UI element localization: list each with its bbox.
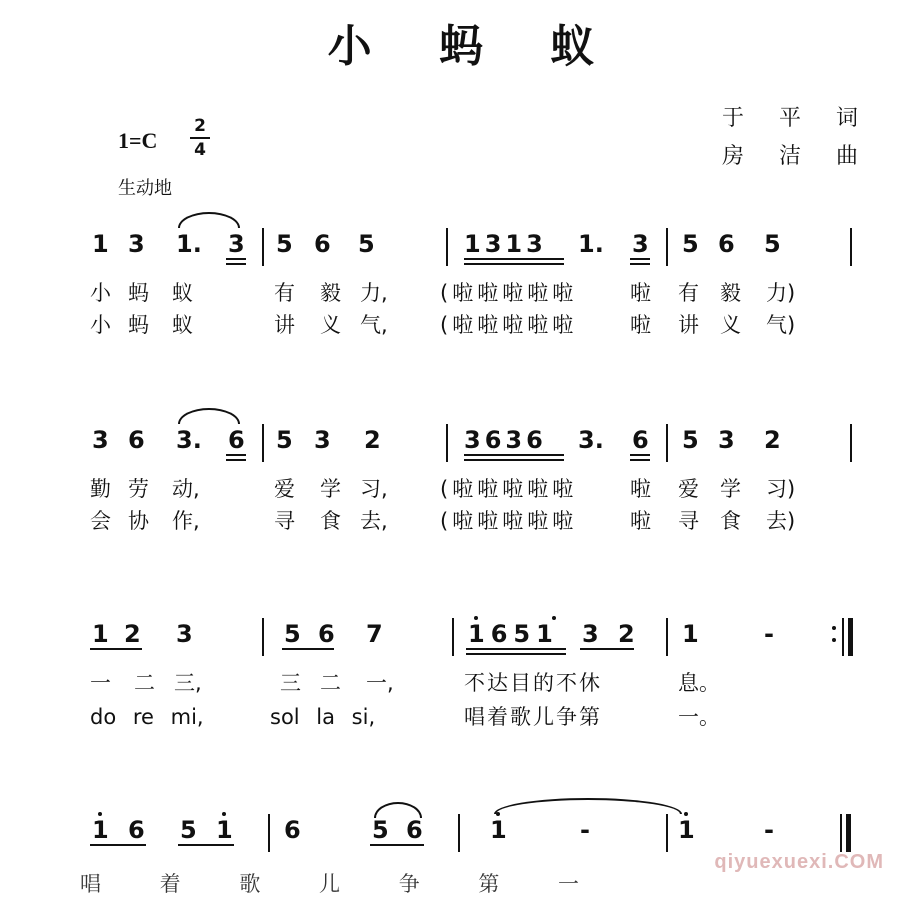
final-bar (846, 814, 851, 852)
note: 6 (406, 816, 423, 844)
note: 3. (176, 426, 202, 454)
note: 6 (284, 816, 301, 844)
score-page: 小 蚂 蚁 于 平 词 房 洁 曲 1=C 2 4 生动地 1 3 1. 3 5 6 5 1313 1. 3 5 6 5 小 蚂 蚁 有 毅 力, (啦啦啦啦啦 啦 有 毅 力) 小 蚂 蚁 讲 义 气, (啦啦啦啦啦 啦 讲 义 气) 3 6 3. 6 5 3 2 3636 3. 6 5 3 2 勤 劳 动, 爱 学 习, (啦啦啦啦啦 啦 爱 学 习) 会 协 作, 寻 食 去, (啦啦啦啦啦 啦 寻 食 去) 1 2 3 5 6 7 1651 3 2 1 - 一 二 三, 三 二 一, 不达目的不休 息。 do re mi, sol la si, 唱着歌儿争第 一。 1 6 5 1 6 5 6 1 - 1 - 唱 着 歌 儿 争 第 一 qiyuexuexi.COM (0, 0, 922, 904)
repeat-dot (832, 638, 836, 642)
note: 5 (180, 816, 197, 844)
composer-credit: 房 洁 曲 (722, 144, 872, 169)
underline-mark (580, 648, 634, 650)
note: 2 (764, 426, 781, 454)
tie-mark (178, 408, 240, 424)
note: 5 (358, 230, 375, 258)
underline-mark (630, 263, 650, 265)
time-signature (190, 116, 210, 160)
watermark: qiyuexuexi.COM (714, 851, 884, 873)
note: 1. (176, 230, 202, 258)
underline-mark (630, 454, 650, 456)
note: 6 (128, 426, 145, 454)
meter-top: 2 (194, 116, 206, 136)
note: 5 (682, 230, 699, 258)
bar-line (666, 618, 668, 656)
note-dash: - (764, 620, 774, 648)
note: 2 (124, 620, 141, 648)
underline-mark (630, 258, 650, 260)
lyricist-credit: 于 平 词 (722, 106, 872, 131)
song-title: 小 蚂 蚁 (327, 21, 621, 72)
underline-mark (178, 844, 234, 846)
note: 6 (228, 426, 245, 454)
bar-line (850, 228, 852, 266)
note: 3. (578, 426, 604, 454)
bar-line (666, 228, 668, 266)
bar-line (452, 618, 454, 656)
note: 5 (284, 620, 301, 648)
note: 5 (276, 230, 293, 258)
underline-mark (630, 459, 650, 461)
octave-dot (222, 812, 226, 816)
note: 1. (578, 230, 604, 258)
note: 6 (128, 816, 145, 844)
note: 1 (216, 816, 233, 844)
underline-mark (464, 258, 564, 260)
note: 2 (618, 620, 635, 648)
note: 3 (314, 426, 331, 454)
note-group: 3636 (464, 426, 547, 454)
note: 6 (632, 426, 649, 454)
repeat-end-bar (848, 618, 853, 656)
bar-line (446, 424, 448, 462)
underline-mark (464, 459, 564, 461)
underline-mark (370, 844, 424, 846)
tempo-marking: 生动地 (118, 178, 172, 199)
underline-mark (226, 258, 246, 260)
bar-line (850, 424, 852, 462)
note: 3 (176, 620, 193, 648)
note: 1 (92, 620, 109, 648)
tie-mark (374, 802, 422, 818)
octave-dot (474, 616, 478, 620)
credits (722, 100, 872, 176)
underline-mark (466, 653, 566, 655)
lyrics-line-4-cut: 唱 着 歌 儿 争 第 一 (80, 872, 606, 896)
underline-mark (90, 648, 142, 650)
note: 3 (128, 230, 145, 258)
note: 5 (276, 426, 293, 454)
bar-line (446, 228, 448, 266)
underline-mark (464, 263, 564, 265)
note: 2 (364, 426, 381, 454)
note: 5 (372, 816, 389, 844)
note: 1 (92, 816, 109, 844)
bar-line (666, 424, 668, 462)
underline-mark (90, 844, 146, 846)
note: 6 (718, 230, 735, 258)
note: 5 (764, 230, 781, 258)
bar-line (262, 228, 264, 266)
note: 7 (366, 620, 383, 648)
underline-mark (464, 454, 564, 456)
note: 3 (228, 230, 245, 258)
tie-mark (178, 212, 240, 228)
note-group: 1651 (468, 620, 559, 648)
note: 1 (490, 816, 507, 844)
meter-bottom: 4 (194, 140, 206, 160)
octave-dot (684, 812, 688, 816)
note-group: 1313 (464, 230, 547, 258)
bar-line (666, 814, 668, 852)
bar-line (262, 424, 264, 462)
note: 5 (682, 426, 699, 454)
note: 6 (314, 230, 331, 258)
tie-mark (494, 798, 682, 814)
underline-mark (282, 648, 334, 650)
note: 3 (582, 620, 599, 648)
underline-mark (226, 459, 246, 461)
note: 3 (632, 230, 649, 258)
note-dash: - (764, 816, 774, 844)
underline-mark (226, 454, 246, 456)
bar-line (268, 814, 270, 852)
note: 3 (92, 426, 109, 454)
octave-dot (552, 616, 556, 620)
underline-mark (226, 263, 246, 265)
bar-line (842, 618, 844, 656)
repeat-dot (832, 626, 836, 630)
key-signature: 1=C (118, 128, 158, 153)
note-dash: - (580, 816, 590, 844)
note: 1 (92, 230, 109, 258)
note: 1 (678, 816, 695, 844)
bar-line (262, 618, 264, 656)
bar-line (458, 814, 460, 852)
bar-line (840, 814, 842, 852)
note: 1 (682, 620, 699, 648)
octave-dot (98, 812, 102, 816)
note: 3 (718, 426, 735, 454)
note: 6 (318, 620, 335, 648)
underline-mark (466, 648, 566, 650)
